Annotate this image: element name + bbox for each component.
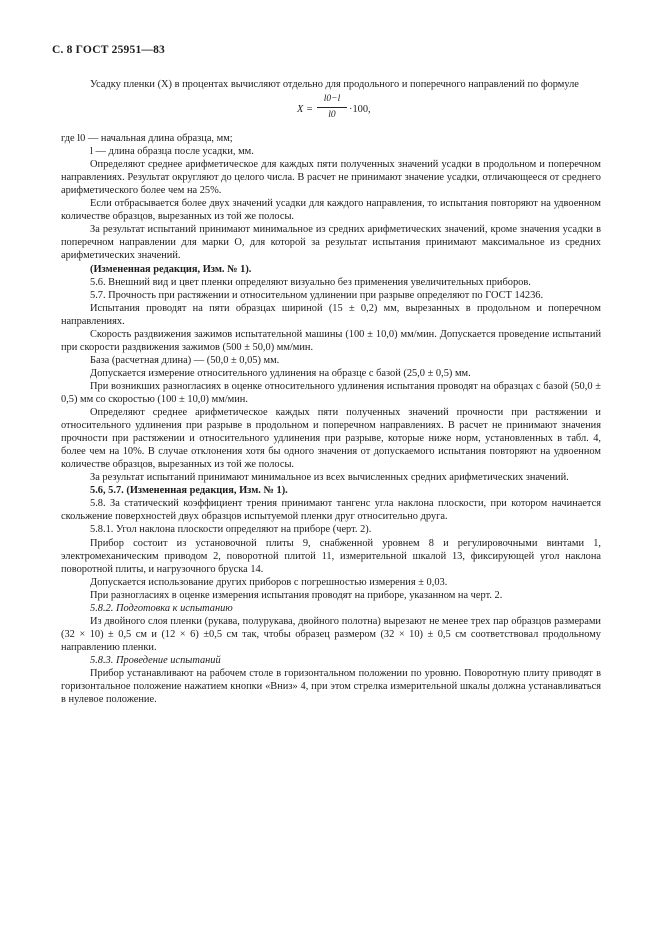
paragraph: Если отбрасывается более двух значений усадки для каждого направления, то испытания повторяют на удвоенном количестве образцов, вырезанных из той же полосы. xyxy=(61,198,601,223)
clause-5-8: 5.8. За статический коэффициент трения принимают тангенс угла наклона плоскости, при котором начинается скольжение поверхностей двух образцов испытуемой пленки друг относительно друга. xyxy=(61,498,601,523)
paragraph: Допускается измерение относительного удлинения на образце с базой (25,0 ± 0,5) мм. xyxy=(90,367,471,379)
clause-5-6: 5.6. Внешний вид и цвет пленки определяют визуально без применения увеличительных приборов. xyxy=(90,276,531,288)
intro-paragraph: Усадку пленки (X) в процентах вычисляют отдельно для продольного и поперечного направлений по формуле xyxy=(90,79,579,90)
paragraph: Прибор устанавливают на рабочем столе в горизонтальном положении по уровню. Поворотную плиту приводят в горизонтальное положение нажатием кнопки «Вниз» 4, при этом стрелка измерительной шкалы должна устанавливаться в нулевое положение. xyxy=(61,667,601,706)
formula-rhs: ·100, xyxy=(349,104,371,116)
amendment-note: (Измененная редакция, Изм. № 1). xyxy=(90,263,252,275)
definition-l-text: l — длина образца после усадки, мм. xyxy=(90,146,254,158)
paragraph: База (расчетная длина) — (50,0 ± 0,05) мм. xyxy=(90,354,280,366)
clause-5-8-1: 5.8.1. Угол наклона плоскости определяют на приборе (черт. 2). xyxy=(90,524,372,536)
paragraph: Определяют среднее арифметическое каждых пяти полученных значений прочности при растяжении и относительного удлинения при разрыве в продольном и поперечном направлениях. В расчет не принимают значения прочности при растяжении и относительного удлинения при разрыве, которые ниже норм, установленных в табл. 4, более чем на 10%. В случае отклонения хотя бы одного значения от допускаемого испытания повторяют на удвоенном количестве образцов, вырезанных из той же полосы. xyxy=(61,407,601,471)
document-body xyxy=(61,78,601,706)
formula-fraction xyxy=(317,93,347,122)
definition-l0: где l0 — начальная длина образца, мм; xyxy=(61,133,233,145)
clause-5-8-3-heading xyxy=(61,654,601,667)
paragraph: За результат испытаний принимают минимальное из всех вычисленных средних арифметических значений. xyxy=(90,472,569,484)
formula-denominator: l0 xyxy=(328,110,336,121)
paragraph: При возникших разногласиях в оценке относительного удлинения испытания проводят на образцах с базой (50,0 ± 0,5) мм со скоростью (100 ± 10,0) мм/мин. xyxy=(61,380,601,405)
paragraph: Испытания проводят на пяти образцах шириной (15 ± 0,2) мм, вырезанных в продольном и поперечном направлениях. xyxy=(61,302,601,327)
clause-5-8-2-heading xyxy=(61,602,601,615)
paragraph: Скорость раздвижения зажимов испытательной машины (100 ± 10,0) мм/мин. Допускается проведение испытаний при скорости раздвижения зажимов (500 ± 50,0) мм/мин. xyxy=(61,328,601,353)
clause-5-8-3-text: 5.8.3. Проведение испытаний xyxy=(90,654,221,666)
paragraph: Определяют среднее арифметическое для каждых пяти полученных значений усадки в продольном и поперечном направлениях. Результат округляют до целого числа. В расчет не принимают значение усадки, отличающееся от среднего арифметического более чем на 25%. xyxy=(61,159,601,197)
formula-numerator: l0−l xyxy=(317,93,347,108)
paragraph: Допускается использование других приборов с погрешностью измерения ± 0,03. xyxy=(90,576,448,588)
page-header: С. 8 ГОСТ 25951—83 xyxy=(52,44,165,56)
amendment-note: 5.6, 5.7. (Измененная редакция, Изм. № 1). xyxy=(90,485,288,497)
paragraph: При разногласиях в оценке измерения испытания проводят на приборе, указанном на черт. 2. xyxy=(90,589,503,601)
shrinkage-formula xyxy=(61,93,601,126)
clause-5-7: 5.7. Прочность при растяжении и относительном удлинении при разрыве определяют по ГОСТ 14236. xyxy=(90,289,544,301)
paragraph: Прибор состоит из установочной плиты 9, снабженной уровнем 8 и регулировочными винтами 1, электромеханическим приводом 2, поворотной плитой 11, измерительной шкалой 13, фиксирующей угол наклона поворотной плиты, и нагрузочного бруска 14. xyxy=(61,537,601,575)
formula-definitions xyxy=(61,132,601,158)
definition-l xyxy=(61,145,601,158)
paragraph: За результат испытаний принимают минимальное из средних арифметических значений, кроме значения усадки в поперечном направлении для марки О, для которой за результат испытания принимают максимальное из средних арифметических значений. xyxy=(61,224,601,262)
formula-lhs: X = xyxy=(297,104,313,116)
paragraph: Из двойного слоя пленки (рукава, полурукава, двойного полотна) вырезают не менее трех пар образцов размерами (32 × 10) ± 0,5 см и (12 × 6) ±0,5 см так, чтобы образец размером (32 × 10) ± 0,5 см соответствовал продольному направлению пленки. xyxy=(61,615,601,653)
clause-5-8-2-text: 5.8.2. Подготовка к испытанию xyxy=(90,602,233,614)
